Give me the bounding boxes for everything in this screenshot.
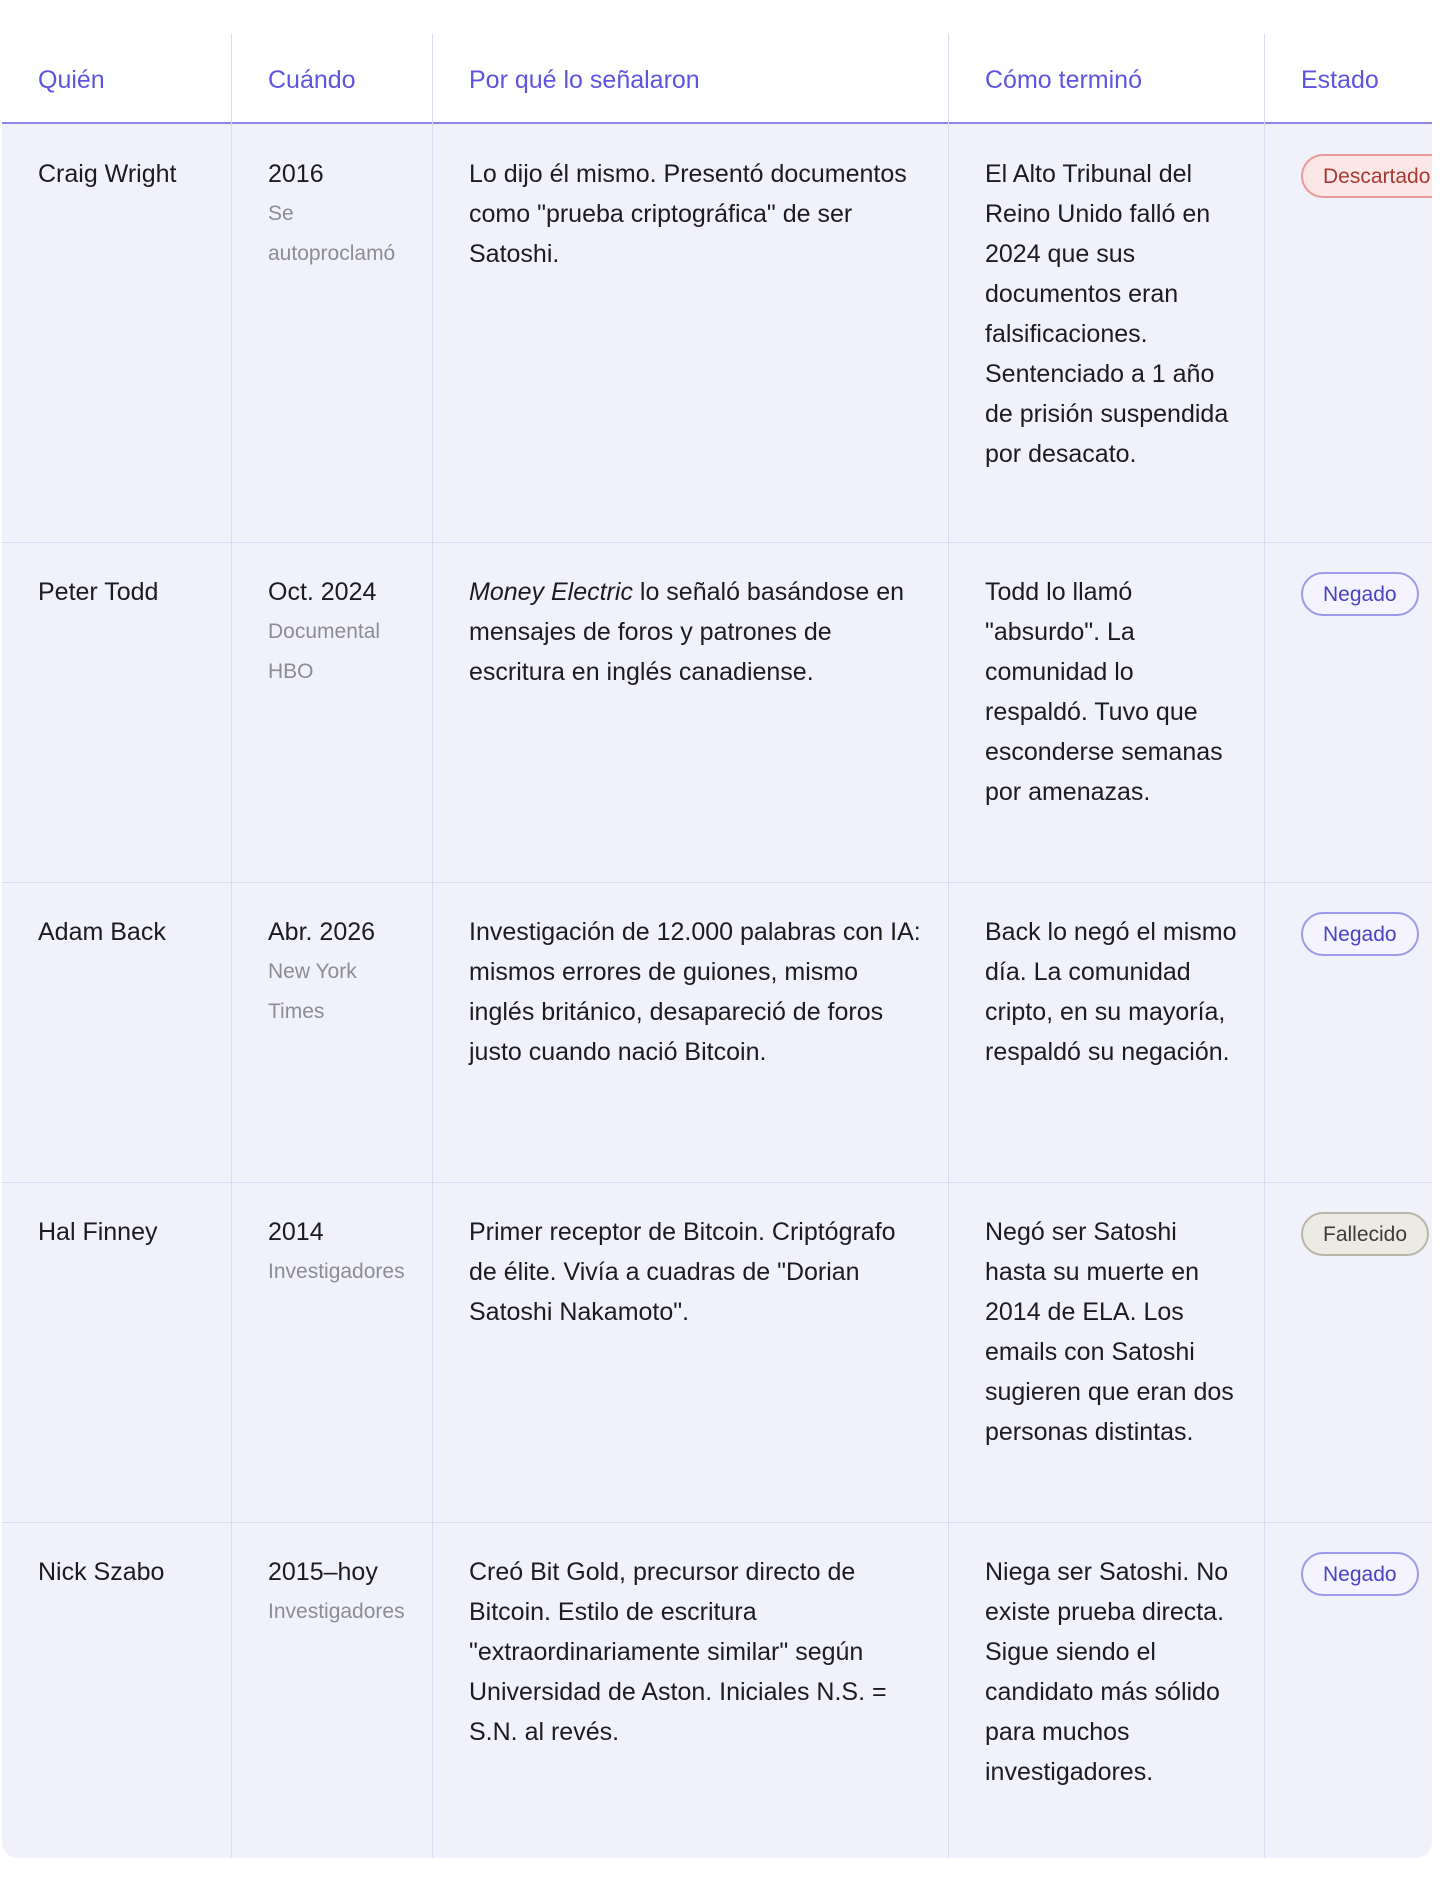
header-when[interactable]: Cuándo <box>268 66 356 94</box>
status-badge: Fallecido <box>1301 1212 1429 1256</box>
when-source: New York Times <box>268 960 357 1023</box>
outcome-cell: El Alto Tribunal del Reino Unido falló en 2024 que sus documentos eran falsificaciones. Sentenciado a 1 año de prisión suspendida por desacato. <box>985 160 1229 468</box>
header-status[interactable]: Estado <box>1301 66 1379 94</box>
when-cell <box>268 154 418 274</box>
when-source: Documental HBO <box>268 620 381 683</box>
when-cell <box>268 1552 418 1632</box>
row-divider <box>2 1182 1432 1183</box>
row-divider <box>2 1522 1432 1523</box>
status-badge: Negado <box>1301 572 1419 616</box>
column-divider <box>432 34 433 1858</box>
column-divider <box>948 34 949 1858</box>
header-who[interactable]: Quién <box>38 66 105 94</box>
column-divider <box>231 34 232 1858</box>
column-divider <box>1264 34 1265 1858</box>
header-why[interactable]: Por qué lo señalaron <box>469 66 700 94</box>
when-date: 2014 <box>268 1218 324 1246</box>
when-date: 2015–hoy <box>268 1558 378 1586</box>
documentary-title: Money Electric <box>469 578 633 606</box>
status-badge: Negado <box>1301 1552 1419 1596</box>
why-cell <box>469 572 929 692</box>
when-source: Investigadores <box>268 1260 405 1283</box>
status-badge: Negado <box>1301 912 1419 956</box>
table-header <box>2 34 1432 124</box>
why-cell: Creó Bit Gold, precursor directo de Bitcoin. Estilo de escritura "extraordinariamente similar" según Universidad de Aston. Iniciales N.S. = S.N. al revés. <box>469 1558 887 1746</box>
who-cell: Peter Todd <box>38 578 159 606</box>
outcome-cell: Niega ser Satoshi. No existe prueba directa. Sigue siendo el candidato más sólido para muchos investigadores. <box>985 1558 1229 1786</box>
who-cell: Adam Back <box>38 918 166 946</box>
when-date: Abr. 2026 <box>268 918 376 946</box>
header-outcome[interactable]: Cómo terminó <box>985 66 1142 94</box>
row-divider <box>2 882 1432 883</box>
when-source: Investigadores <box>268 1600 405 1623</box>
status-badge: Descartado <box>1301 154 1432 198</box>
why-cell: Lo dijo él mismo. Presentó documentos como "prueba criptográfica" de ser Satoshi. <box>469 160 907 268</box>
who-cell: Nick Szabo <box>38 1558 165 1586</box>
who-cell: Craig Wright <box>38 160 177 188</box>
outcome-cell: Negó ser Satoshi hasta su muerte en 2014 de ELA. Los emails con Satoshi sugieren que eran dos personas distintas. <box>985 1218 1234 1446</box>
when-date: 2016 <box>268 160 324 188</box>
why-cell: Investigación de 12.000 palabras con IA: mismos errores de guiones, mismo inglés británico, desapareció de foros justo cuando nació Bitcoin. <box>469 918 921 1066</box>
outcome-cell: Todd lo llamó "absurdo". La comunidad lo respaldó. Tuvo que esconderse semanas por amenazas. <box>985 578 1223 806</box>
when-cell <box>268 1212 418 1292</box>
suspects-table <box>2 34 1432 1858</box>
row-divider <box>2 542 1432 543</box>
outcome-cell: Back lo negó el mismo día. La comunidad cripto, en su mayoría, respaldó su negación. <box>985 918 1237 1066</box>
why-cell: Primer receptor de Bitcoin. Criptógrafo de élite. Vivía a cuadras de "Dorian Satoshi Nakamoto". <box>469 1218 896 1326</box>
when-source: Se autoproclamó <box>268 202 396 265</box>
when-cell <box>268 912 418 1032</box>
who-cell: Hal Finney <box>38 1218 158 1246</box>
when-cell <box>268 572 418 692</box>
why-text: lo señaló basándose en mensajes de foros y patrones de escritura en inglés canadiense. <box>469 578 904 686</box>
when-date: Oct. 2024 <box>268 578 377 606</box>
